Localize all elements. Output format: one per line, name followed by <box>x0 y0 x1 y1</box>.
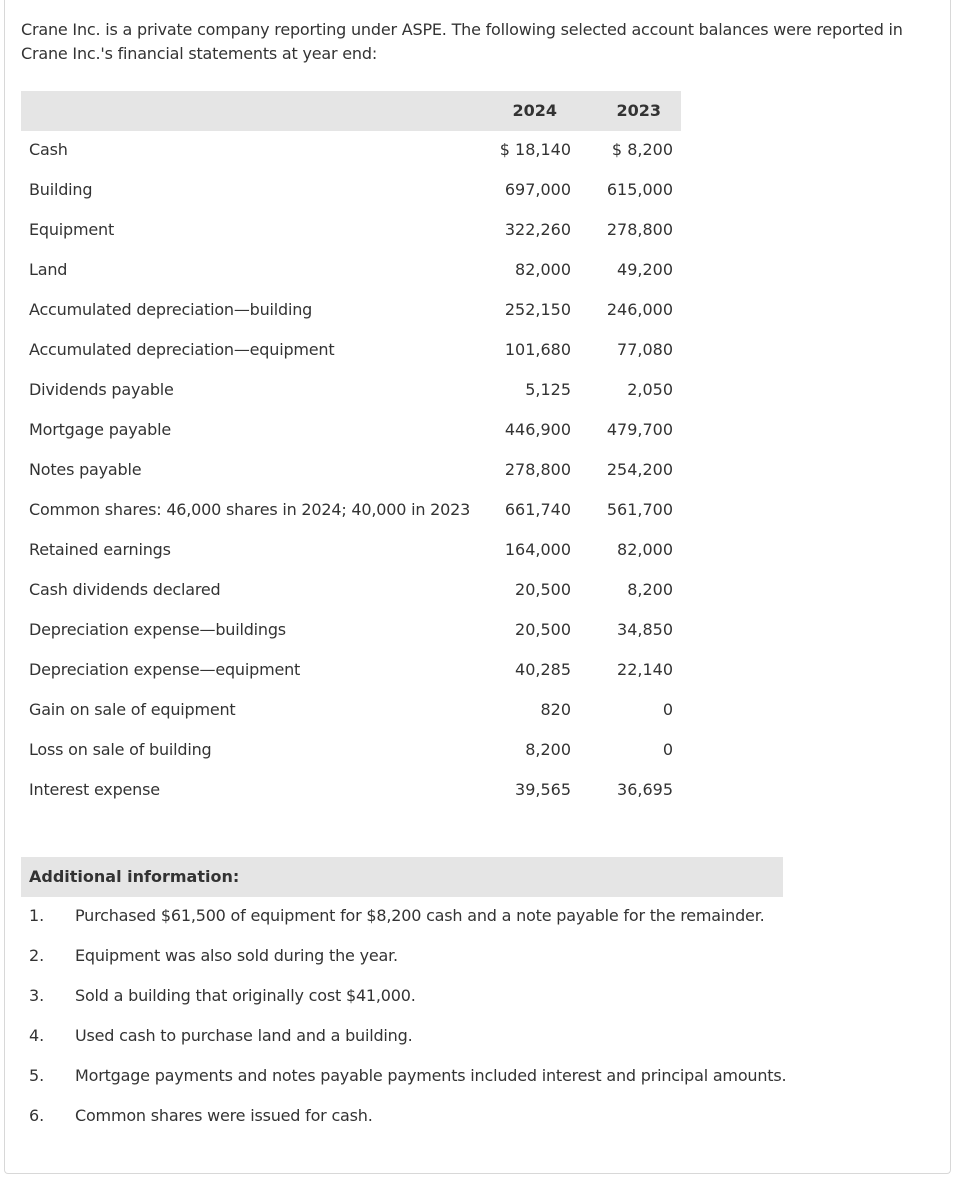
value-2023: 0 <box>662 740 673 759</box>
value-2023: 22,140 <box>617 660 673 679</box>
value-2024: 5,125 <box>525 380 571 399</box>
table-row <box>21 610 681 650</box>
value-2024: 164,000 <box>504 540 571 559</box>
list-item <box>21 976 941 1016</box>
value-2023: 36,695 <box>617 780 673 799</box>
account-label: Dividends payable <box>29 380 174 399</box>
value-2023: 77,080 <box>617 340 673 359</box>
table-row <box>21 490 681 530</box>
value-2024: 252,150 <box>504 300 571 319</box>
item-number: 3. <box>29 986 45 1005</box>
item-text: Used cash to purchase land and a building. <box>75 1026 413 1045</box>
list-item <box>21 1096 941 1136</box>
list-item <box>21 896 941 936</box>
item-number: 1. <box>29 906 45 925</box>
table-row <box>21 130 681 170</box>
value-2023: 479,700 <box>606 420 673 439</box>
value-2024: 8,200 <box>525 740 571 759</box>
value-2024: 20,500 <box>515 580 571 599</box>
account-label: Cash dividends declared <box>29 580 221 599</box>
value-2024: 661,740 <box>504 500 571 519</box>
account-label: Retained earnings <box>29 540 171 559</box>
value-2024: 697,000 <box>504 180 571 199</box>
table-row <box>21 210 681 250</box>
list-item <box>21 1056 941 1096</box>
table-row <box>21 290 681 330</box>
value-2023: 254,200 <box>606 460 673 479</box>
intro-text: Crane Inc. is a private company reporting under ASPE. The following selected account balances were reported in Crane Inc.'s financial statements at year end: <box>21 20 903 63</box>
account-label: Gain on sale of equipment <box>29 700 236 719</box>
account-label: Common shares: 46,000 shares in 2024; 40,000 in 2023 <box>29 500 471 519</box>
item-text: Purchased $61,500 of equipment for $8,200 cash and a note payable for the remainder. <box>75 906 765 925</box>
table-row <box>21 250 681 290</box>
value-2024: 20,500 <box>515 620 571 639</box>
additional-info-title: Additional information: <box>29 867 240 886</box>
table-row <box>21 570 681 610</box>
value-2023: 34,850 <box>617 620 673 639</box>
item-number: 4. <box>29 1026 45 1045</box>
table-row <box>21 770 681 810</box>
account-label: Cash <box>29 140 68 159</box>
table-row <box>21 450 681 490</box>
account-label: Accumulated depreciation—building <box>29 300 313 319</box>
account-label: Notes payable <box>29 460 142 479</box>
value-2023: 82,000 <box>617 540 673 559</box>
item-text: Mortgage payments and notes payable payments included interest and principal amounts. <box>75 1066 787 1085</box>
item-text: Common shares were issued for cash. <box>75 1106 373 1125</box>
table-row <box>21 410 681 450</box>
column-header-2023: 2023 <box>616 101 661 120</box>
value-2024: 446,900 <box>504 420 571 439</box>
table-row <box>21 730 681 770</box>
account-label: Loss on sale of building <box>29 740 212 759</box>
table-row <box>21 330 681 370</box>
table-row <box>21 650 681 690</box>
value-2023: 615,000 <box>606 180 673 199</box>
item-number: 2. <box>29 946 45 965</box>
value-2024: 322,260 <box>504 220 571 239</box>
account-label: Mortgage payable <box>29 420 171 439</box>
value-2024: 820 <box>540 700 571 719</box>
table-row <box>21 530 681 570</box>
value-2024: 40,285 <box>515 660 571 679</box>
account-label: Depreciation expense—equipment <box>29 660 301 679</box>
account-label: Building <box>29 180 93 199</box>
value-2024: 278,800 <box>504 460 571 479</box>
column-header-2024: 2024 <box>512 101 557 120</box>
list-item <box>21 1016 941 1056</box>
value-2023: 49,200 <box>617 260 673 279</box>
additional-info-header <box>21 857 783 897</box>
value-2023: 278,800 <box>606 220 673 239</box>
account-label: Interest expense <box>29 780 160 799</box>
value-2024: 39,565 <box>515 780 571 799</box>
value-2024: 101,680 <box>504 340 571 359</box>
value-2023: 2,050 <box>627 380 673 399</box>
account-label: Depreciation expense—buildings <box>29 620 286 639</box>
account-label: Land <box>29 260 68 279</box>
item-text: Sold a building that originally cost $41,000. <box>75 986 416 1005</box>
value-2023: 246,000 <box>606 300 673 319</box>
account-label: Equipment <box>29 220 115 239</box>
value-2023: 0 <box>662 700 673 719</box>
value-2023: 561,700 <box>606 500 673 519</box>
value-2023: $ 8,200 <box>611 140 673 159</box>
table-row <box>21 370 681 410</box>
account-label: Accumulated depreciation—equipment <box>29 340 335 359</box>
value-2024: $ 18,140 <box>499 140 571 159</box>
table-header <box>21 91 681 131</box>
value-2023: 8,200 <box>627 580 673 599</box>
item-number: 5. <box>29 1066 45 1085</box>
table-row <box>21 170 681 210</box>
table-row <box>21 690 681 730</box>
item-number: 6. <box>29 1106 45 1125</box>
item-text: Equipment was also sold during the year. <box>75 946 398 965</box>
list-item <box>21 936 941 976</box>
value-2024: 82,000 <box>515 260 571 279</box>
